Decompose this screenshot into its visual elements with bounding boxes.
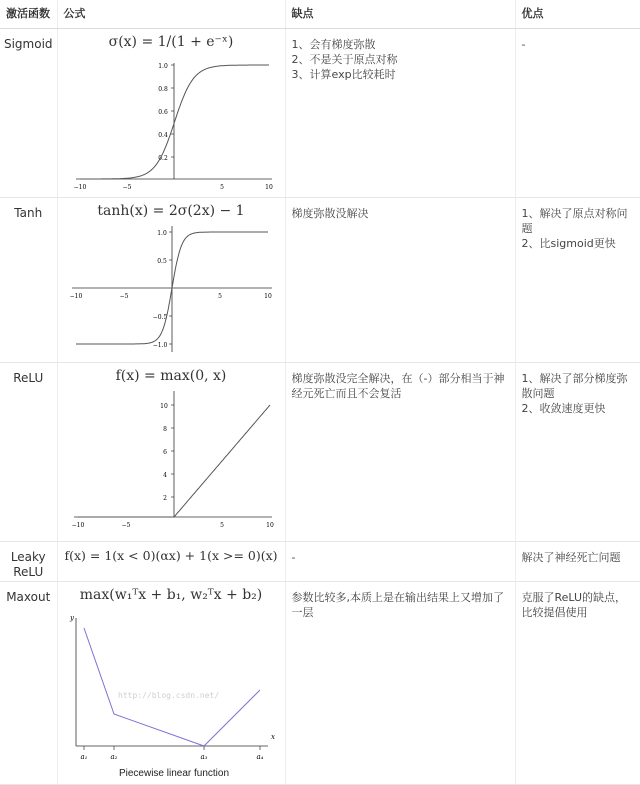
x-tick-label: 10 — [264, 183, 273, 191]
header-formula: 公式 — [57, 0, 285, 28]
y-tick-label: 0.5 — [156, 257, 167, 265]
x-tick-label: −10 — [69, 292, 82, 300]
x-tick-label: −10 — [73, 183, 86, 191]
cons-cell — [285, 541, 515, 581]
x-tick-label: −5 — [122, 183, 131, 191]
formula-cell — [57, 581, 285, 784]
pros-line: 题 — [521, 221, 533, 235]
pros-cell — [515, 541, 640, 581]
chart-caption: Piecewise linear function — [118, 767, 229, 779]
table-row — [0, 581, 640, 784]
pros-line: 1、解决了部分梯度弥 — [521, 371, 628, 385]
table-row — [0, 541, 640, 581]
function-name-line: Leaky — [10, 549, 46, 564]
x-tick-label: 5 — [217, 292, 222, 300]
cons-line: 经元死亡而且不会复活 — [291, 386, 402, 400]
sigmoid-curve — [80, 62, 269, 179]
y-tick-label: 0.8 — [157, 85, 168, 93]
function-name: Maxout — [0, 581, 57, 784]
x-tick-label: a₁ — [80, 752, 87, 761]
y-tick-label: 0.4 — [157, 131, 168, 139]
formula-cell — [57, 541, 285, 581]
maxout-line — [84, 628, 260, 746]
x-ticks — [84, 746, 260, 750]
y-tick-label: −0.5 — [152, 313, 167, 321]
cons-cell — [285, 581, 515, 784]
x-tick-label: 5 — [219, 521, 224, 529]
y-tick-label: 8 — [162, 425, 167, 433]
pros-cell — [515, 581, 640, 784]
function-name-line: ReLU — [13, 564, 44, 579]
function-name: ReLU — [0, 362, 57, 541]
y-tick-label: 0.6 — [157, 108, 168, 116]
table-row — [0, 197, 640, 362]
pros-line: 比较提倡使用 — [521, 605, 588, 619]
x-tick-label: a₂ — [110, 752, 117, 761]
pros-line: 散问题 — [521, 386, 555, 400]
y-axis-label: y — [69, 613, 74, 622]
y-ticks — [171, 65, 174, 157]
relu-chart — [58, 387, 286, 537]
x-tick-label: −10 — [71, 521, 84, 529]
pros-cell — [515, 362, 640, 541]
header-name: 激活函数 — [0, 0, 57, 28]
formula-cell — [57, 362, 285, 541]
formula: max(w₁ᵀx + b₁, w₂ᵀx + b₂) — [79, 586, 263, 603]
y-tick-label: 4 — [162, 471, 167, 479]
x-tick-label: −5 — [121, 521, 130, 529]
maxout-chart — [58, 606, 286, 780]
cons-line: 3、计算exp比较耗时 — [291, 67, 396, 81]
pros-cell — [515, 197, 640, 362]
pros-line: 解决了神经死亡问题 — [521, 550, 621, 564]
pros-line: 克服了ReLU的缺点， — [521, 590, 627, 604]
formula-cell — [57, 197, 285, 362]
y-ticks — [171, 405, 174, 497]
pros-line: 2、比sigmoid更快 — [521, 236, 616, 250]
function-name: Sigmoid — [0, 28, 57, 197]
cons-line: 2、不是关于原点对称 — [291, 52, 398, 66]
cons-line: 参数比较多,本质上是在输出结果上又增加了 — [291, 590, 504, 604]
y-tick-label: 6 — [162, 448, 167, 456]
x-tick-label: 10 — [265, 521, 274, 529]
cons-cell — [285, 362, 515, 541]
y-tick-label: 2 — [162, 494, 167, 502]
cons-line: 梯度弥散没解决 — [291, 206, 369, 220]
formula: σ(x) = 1/(1 + e⁻ˣ) — [108, 33, 234, 50]
tanh-chart — [58, 222, 286, 358]
cons-line: - — [291, 550, 296, 564]
y-tick-label: 1.0 — [157, 62, 168, 70]
cons-line: 梯度弥散没完全解决，在（-）部分相当于神 — [291, 371, 505, 385]
y-tick-label: −1.0 — [152, 341, 167, 349]
pros-line: 2、收敛速度更快 — [521, 401, 606, 415]
cons-cell — [285, 197, 515, 362]
formula-cell — [57, 28, 285, 197]
cons-line: 一层 — [291, 605, 314, 619]
x-tick-label: a₃ — [200, 752, 207, 761]
header-cons: 缺点 — [285, 0, 515, 28]
y-tick-label: 0.2 — [157, 154, 168, 162]
x-axis-label: x — [270, 732, 275, 741]
y-tick-label: 1.0 — [156, 229, 167, 237]
table-row — [0, 28, 640, 197]
function-name: Tanh — [0, 197, 57, 362]
cons-line: 1、会有梯度弥散 — [291, 37, 376, 51]
header-pros: 优点 — [515, 0, 640, 28]
watermark: http://blog.csdn.net/ — [117, 690, 219, 700]
formula: f(x) = 1(x < 0)(αx) + 1(x >= 0)(x) — [64, 547, 278, 563]
cons-cell — [285, 28, 515, 197]
pros-line: 1、解决了原点对称问 — [521, 206, 628, 220]
table-row — [0, 362, 640, 541]
pros-line: - — [521, 37, 526, 51]
x-tick-label: 5 — [219, 183, 224, 191]
formula: f(x) = max(0, x) — [115, 367, 227, 384]
x-tick-label: −5 — [119, 292, 128, 300]
y-tick-label: 10 — [159, 402, 168, 410]
x-tick-label: a₄ — [256, 752, 263, 761]
formula: tanh(x) = 2σ(2x) − 1 — [97, 202, 245, 219]
pros-cell — [515, 28, 640, 197]
x-tick-label: 10 — [263, 292, 272, 300]
header-row — [0, 0, 640, 28]
sigmoid-chart — [58, 53, 286, 193]
function-name — [0, 541, 57, 581]
